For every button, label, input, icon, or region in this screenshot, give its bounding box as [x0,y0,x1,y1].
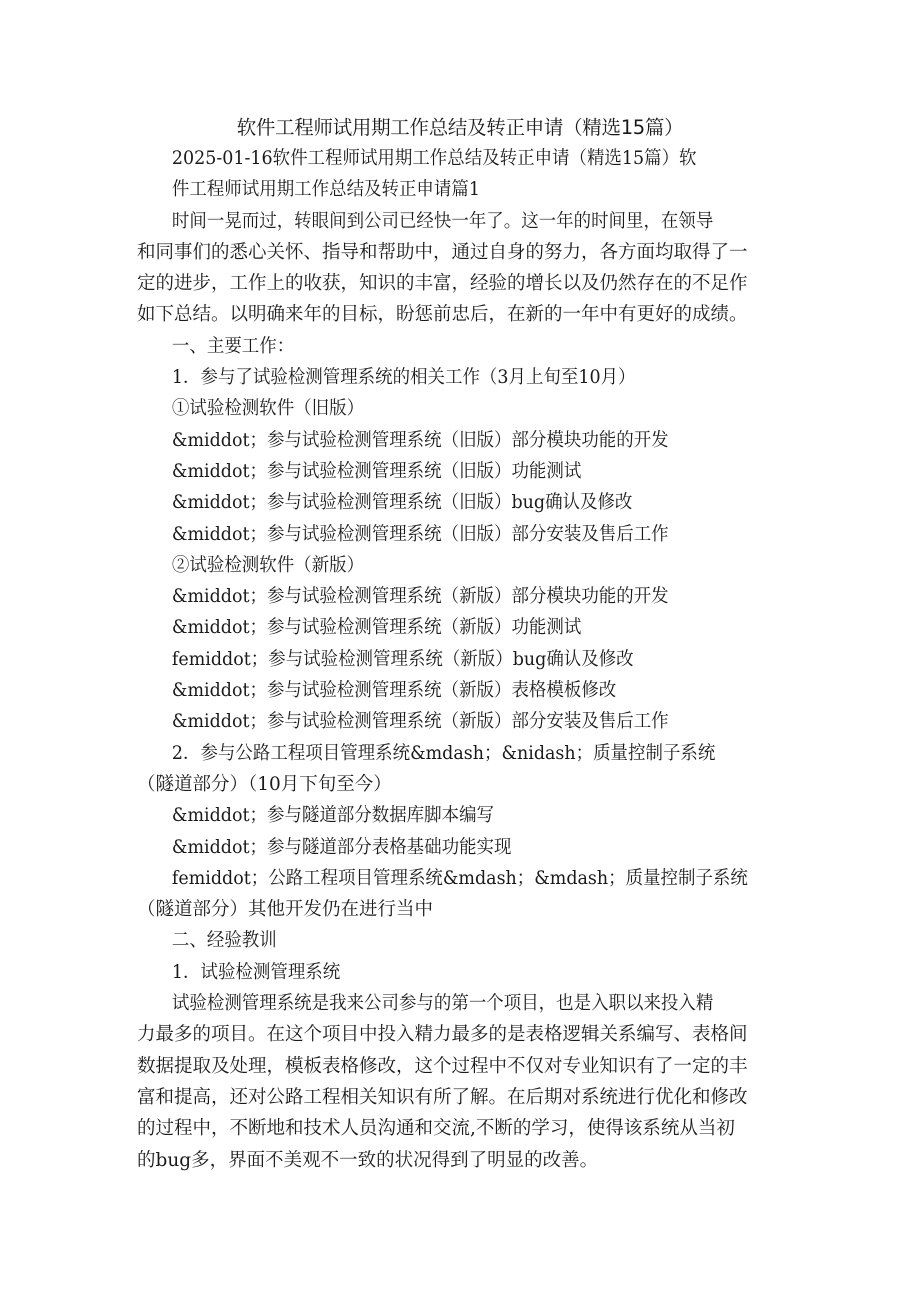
text-line: 的bug多，界面不美观不一致的状况得到了明显的改善。 [137,1149,599,1171]
text-line: &middot；参与试验检测管理系统（新版）部分安装及售后工作 [171,711,669,733]
text-line: （隧道部分）其他开发仍在进行当中 [137,899,434,921]
text-line: &middot；参与试验检测管理系统（新版）表格模板修改 [171,680,617,702]
text-line: &middot；参与试验检测管理系统（新版）功能测试 [171,617,582,639]
text-line: &middot；参与试验检测管理系统（旧版）部分模块功能的开发 [171,429,669,451]
text-line: &middot；参与试验检测管理系统（旧版）功能测试 [171,460,582,482]
text-line: 和同事们的悉心关怀、指导和帮助中，通过自身的努力，各方面均取得了一 [137,241,748,263]
text-line: 1．参与了试验检测管理系统的相关工作（3月上旬至10月） [171,367,636,389]
text-line: femiddot；公路工程项目管理系统&mdash；&mdash；质量控制子系统 [171,867,748,889]
text-line: 定的进步，工作上的收获，知识的丰富，经验的增长以及仍然存在的不足作 [137,273,748,295]
text-line: 富和提高，还对公路工程相关知识有所了解。在后期对系统进行优化和修改 [137,1086,748,1108]
text-line: （隧道部分）（10月下旬至今） [137,773,392,795]
text-line: 2．参与公路工程项目管理系统&mdash；&nidash；质量控制子系统 [171,742,716,764]
text-line: &middot；参与试验检测管理系统（新版）部分模块功能的开发 [171,586,669,608]
text-line: 二、经验教训 [171,930,277,952]
text-line: 1．试验检测管理系统 [171,961,341,983]
text-line: &middot；参与隧道部分表格基础功能实现 [171,836,512,858]
text-line: 数据提取及处理，模板表格修改，这个过程中不仅对专业知识有了一定的丰 [137,1055,748,1077]
text-line: &middot；参与试验检测管理系统（旧版）部分安装及售后工作 [171,523,669,545]
text-line: &middot；参与试验检测管理系统（旧版）bug确认及修改 [171,492,633,514]
text-line: 件工程师试用期工作总结及转正申请篇1 [171,179,480,201]
text-line: 的过程中，不断地和技术人员沟通和交流,不断的学习，使得该系统从当初 [137,1118,735,1140]
text-line: ①试验检测软件（旧版） [171,398,365,420]
text-line: femiddot；参与试验检测管理系统（新版）bug确认及修改 [171,648,634,670]
text-line: &middot；参与隧道部分数据库脚本编写 [171,805,495,827]
text-line: 时间一晃而过，转眼间到公司已经快一年了。这一年的时间里，在领导 [171,210,714,232]
text-line: 如下总结。以明确来年的目标，盼惩前忠后，在新的一年中有更好的成绩。 [137,304,748,326]
document-body [137,143,797,1176]
text-line: 2025-01-16软件工程师试用期工作总结及转正申请（精选15篇）软 [171,148,697,169]
text-line: 试验检测管理系统是我来公司参与的第一个项目，也是入职以来投入精 [171,993,714,1015]
text-line: 力最多的项目。在这个项目中投入精力最多的是表格逻辑关系编写、表格间 [137,1024,748,1046]
text-line: ②试验检测软件（新版） [171,554,365,576]
text-line: 一、主要工作： [171,335,295,357]
document-title: 软件工程师试用期工作总结及转正申请（精选15篇） [236,116,684,139]
